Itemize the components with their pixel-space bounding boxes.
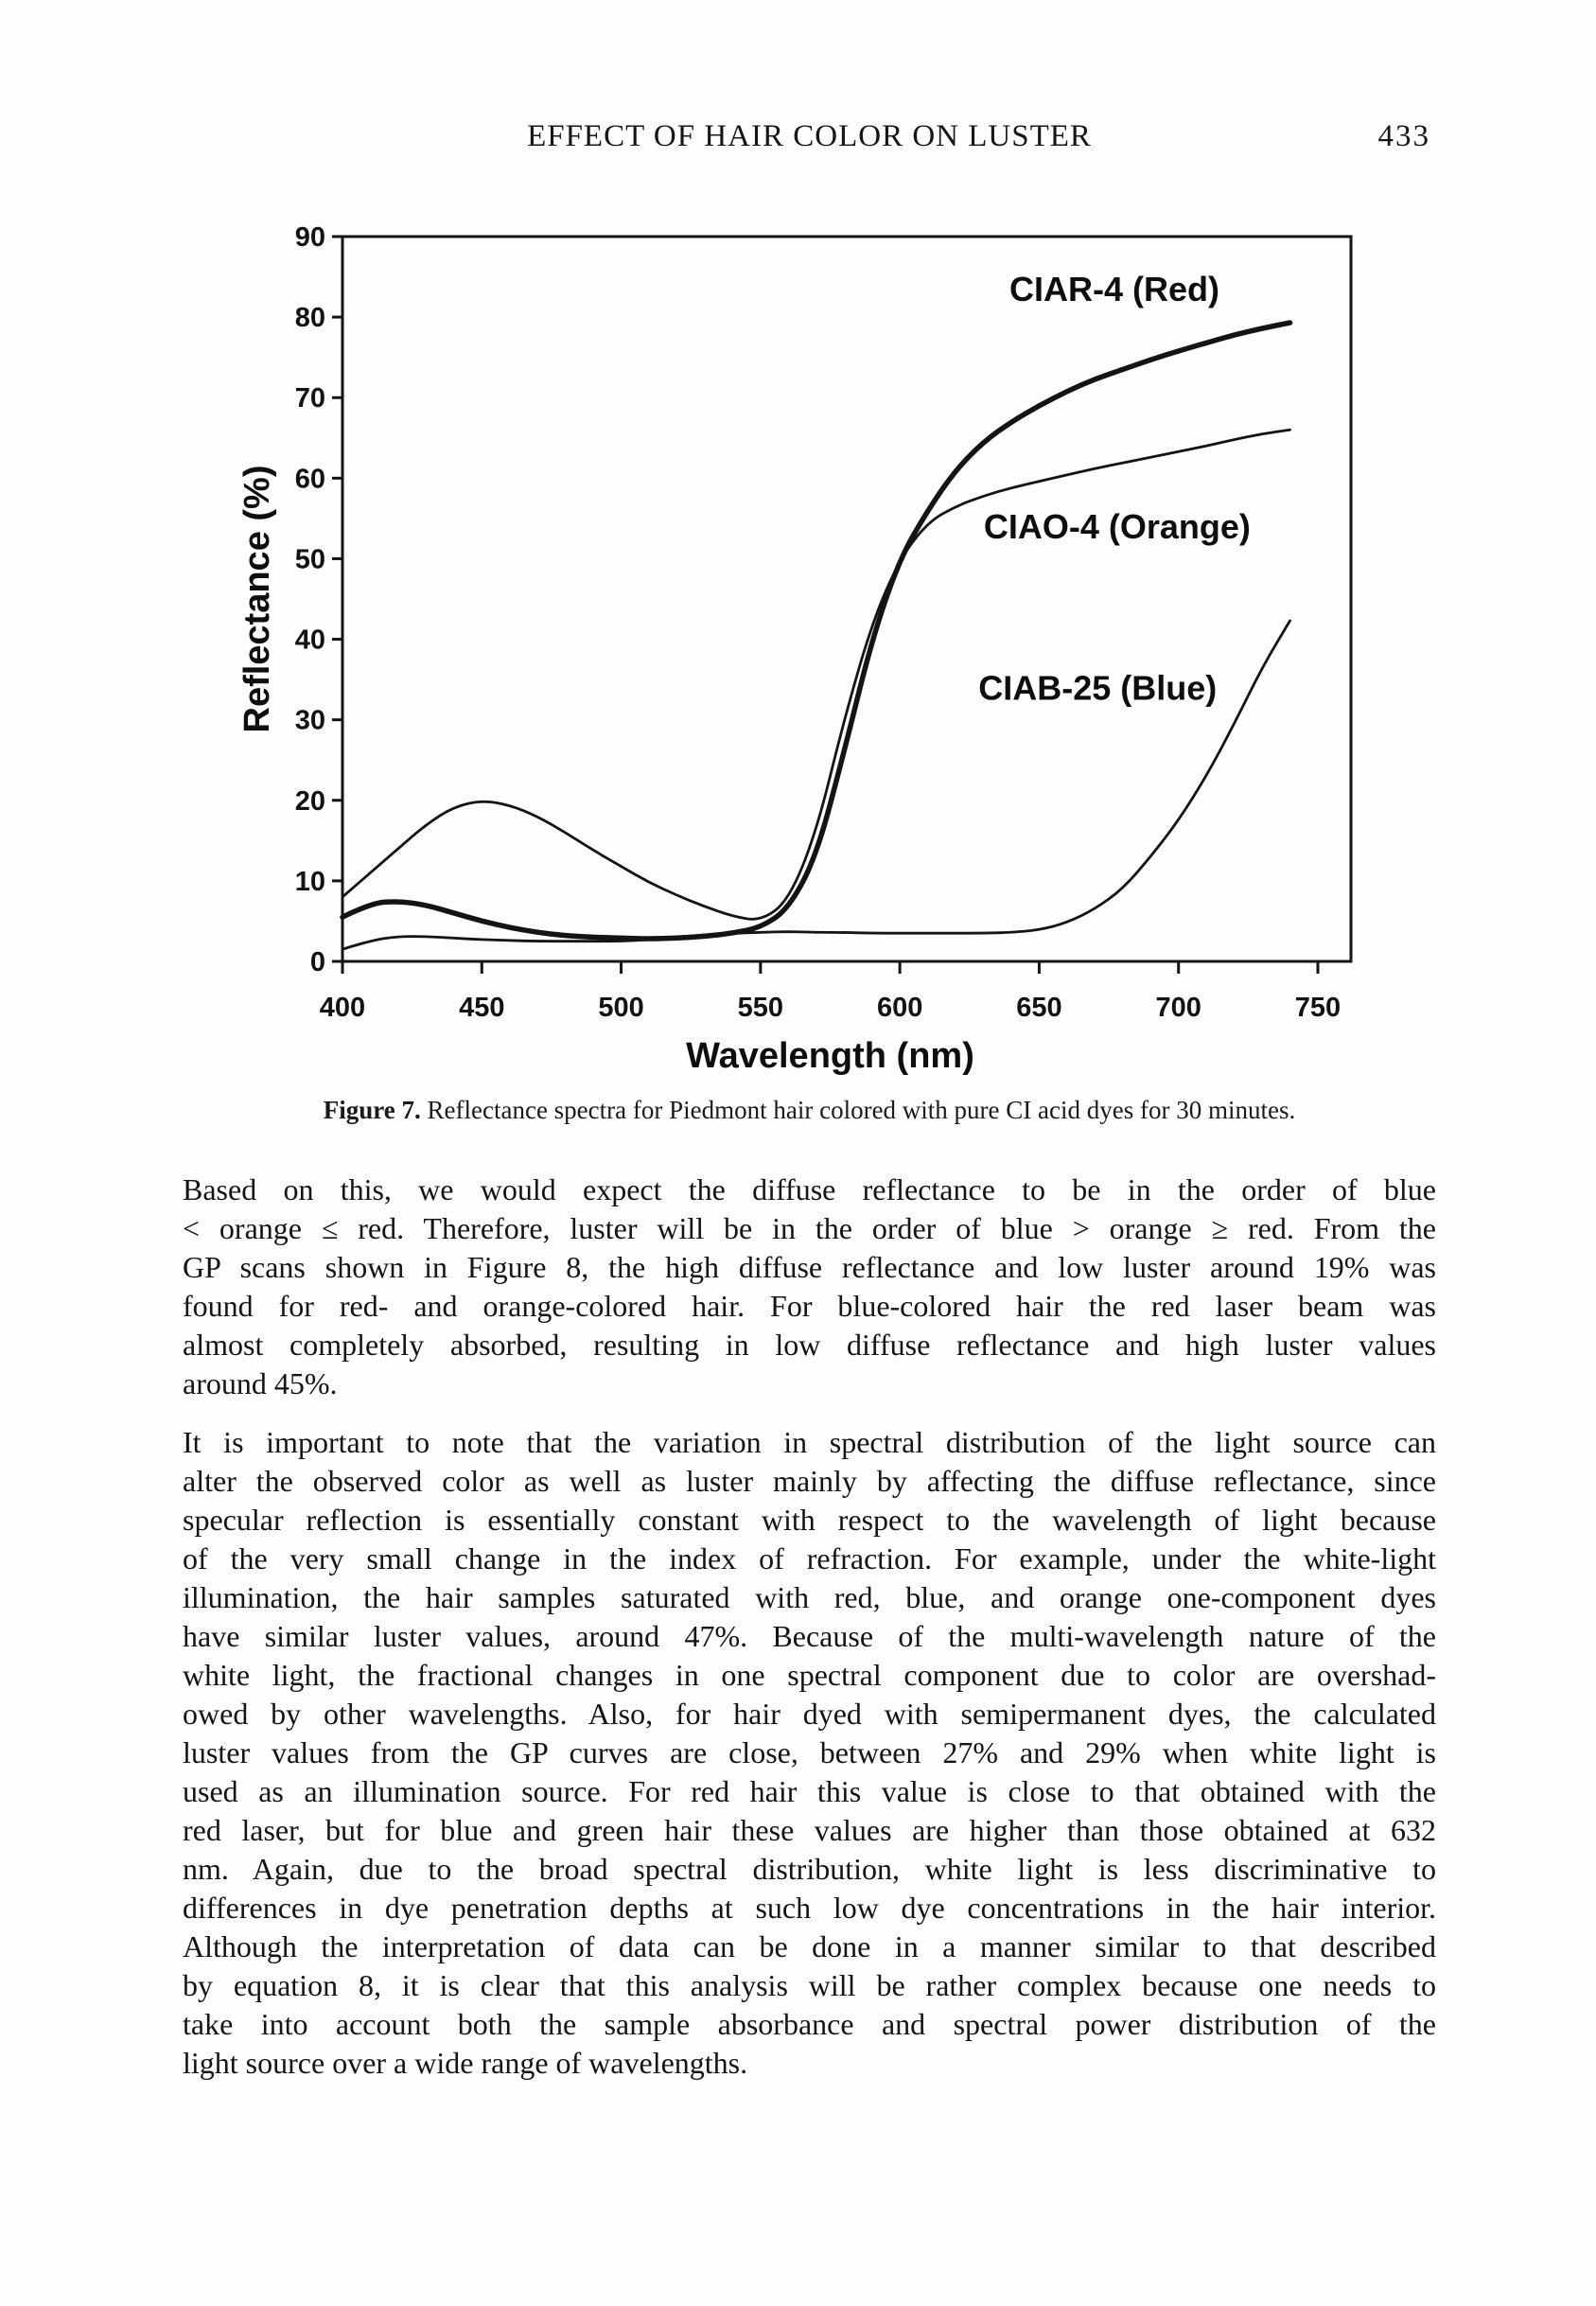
- text-line: GP scans shown in Figure 8, the high diffuse reflectance and low luster around 19% was: [183, 1250, 1436, 1284]
- x-tick-label: 600: [876, 993, 923, 1023]
- figure-caption-text: Reflectance spectra for Piedmont hair colored with pure CI acid dyes for 30 minutes.: [427, 1096, 1296, 1124]
- text-line: of the very small change in the index of refraction. For example, under the white-light: [183, 1541, 1436, 1575]
- page-number: 433: [1377, 119, 1430, 153]
- text-line: Although the interpretation of data can be done in a manner similar to that described: [183, 1929, 1436, 1963]
- paragraph: [183, 1423, 1436, 2083]
- x-tick-label: 400: [319, 993, 366, 1023]
- y-tick-label: 90: [294, 222, 325, 253]
- y-tick-label: 30: [294, 705, 325, 736]
- x-tick-label: 700: [1155, 993, 1201, 1023]
- text-line: take into account both the sample absorbance and spectral power distribution of the: [183, 2007, 1436, 2041]
- y-tick-label: 40: [294, 625, 325, 656]
- text-line: luster values from the GP curves are close, between 27% and 29% when white light is: [183, 1735, 1436, 1769]
- x-tick-label: 650: [1016, 993, 1062, 1023]
- series-label-ciar-4: CIAR-4 (Red): [1008, 270, 1219, 309]
- y-tick-label: 60: [294, 464, 325, 495]
- x-tick-label: 450: [459, 993, 505, 1023]
- y-tick-label: 10: [294, 866, 325, 897]
- text-line: differences in dye penetration depths at such low dye concentrations in the hair interior.: [183, 1891, 1436, 1925]
- text-line: owed by other wavelengths. Also, for hair dyed with semipermanent dyes, the calculated: [183, 1697, 1436, 1731]
- text-line: illumination, the hair samples saturated with red, blue, and orange one-component dyes: [183, 1580, 1436, 1614]
- y-tick-label: 20: [294, 785, 325, 817]
- x-tick-label: 550: [737, 993, 784, 1023]
- text-line: Based on this, we would expect the diffuse reflectance to be in the order of blue: [183, 1172, 1436, 1206]
- text-line: < orange ≤ red. Therefore, luster will be in the order of blue > orange ≥ red. From the: [183, 1211, 1436, 1245]
- text-line: almost completely absorbed, resulting in low diffuse reflectance and high luster values: [183, 1328, 1436, 1362]
- text-line: have similar luster values, around 47%. Because of the multi-wavelength nature of the: [183, 1619, 1436, 1653]
- body-text: [183, 1171, 1436, 2083]
- text-line: specular reflection is essentially constant with respect to the wavelength of light because: [183, 1503, 1436, 1537]
- text-line: found for red- and orange-colored hair. For blue-colored hair the red laser beam was: [183, 1289, 1436, 1323]
- text-line: by equation 8, it is clear that this analysis will be rather complex because one needs to: [183, 1968, 1436, 2002]
- x-axis-label: Wavelength (nm): [686, 1036, 974, 1076]
- running-title: EFFECT OF HAIR COLOR ON LUSTER: [527, 119, 1092, 153]
- y-tick-label: 80: [294, 303, 325, 334]
- text-line: light source over a wide range of wavelengths.: [183, 2046, 748, 2080]
- series-curve-ciar-4: [342, 323, 1290, 939]
- text-line: red laser, but for blue and green hair these values are higher than those obtained at 632: [183, 1813, 1436, 1847]
- paragraph: [183, 1171, 1436, 1403]
- text-line: alter the observed color as well as luster mainly by affecting the diffuse reflectance, since: [183, 1464, 1436, 1498]
- text-line: used as an illumination source. For red hair this value is close to that obtained with the: [183, 1774, 1436, 1808]
- series-label-ciab-25: CIAB-25 (Blue): [978, 668, 1218, 708]
- y-axis-label: Reflectance (%): [237, 465, 277, 733]
- y-tick-label: 50: [294, 544, 325, 575]
- figure-caption-label: Figure 7.: [323, 1096, 421, 1124]
- text-line: It is important to note that the variation in spectral distribution of the light source can: [183, 1425, 1436, 1459]
- figure-caption: [183, 1096, 1436, 1125]
- x-tick-label: 750: [1294, 993, 1342, 1023]
- x-tick-label: 500: [598, 993, 644, 1023]
- text-line: nm. Again, due to the broad spectral distribution, white light is less discriminative to: [183, 1852, 1436, 1886]
- text-line: white light, the fractional changes in one spectral component due to color are overshad-: [183, 1658, 1436, 1692]
- text-line: around 45%.: [183, 1366, 338, 1400]
- y-tick-label: 70: [294, 383, 325, 414]
- y-tick-label: 0: [309, 947, 325, 977]
- series-label-ciao-4: CIAO-4 (Orange): [983, 507, 1251, 547]
